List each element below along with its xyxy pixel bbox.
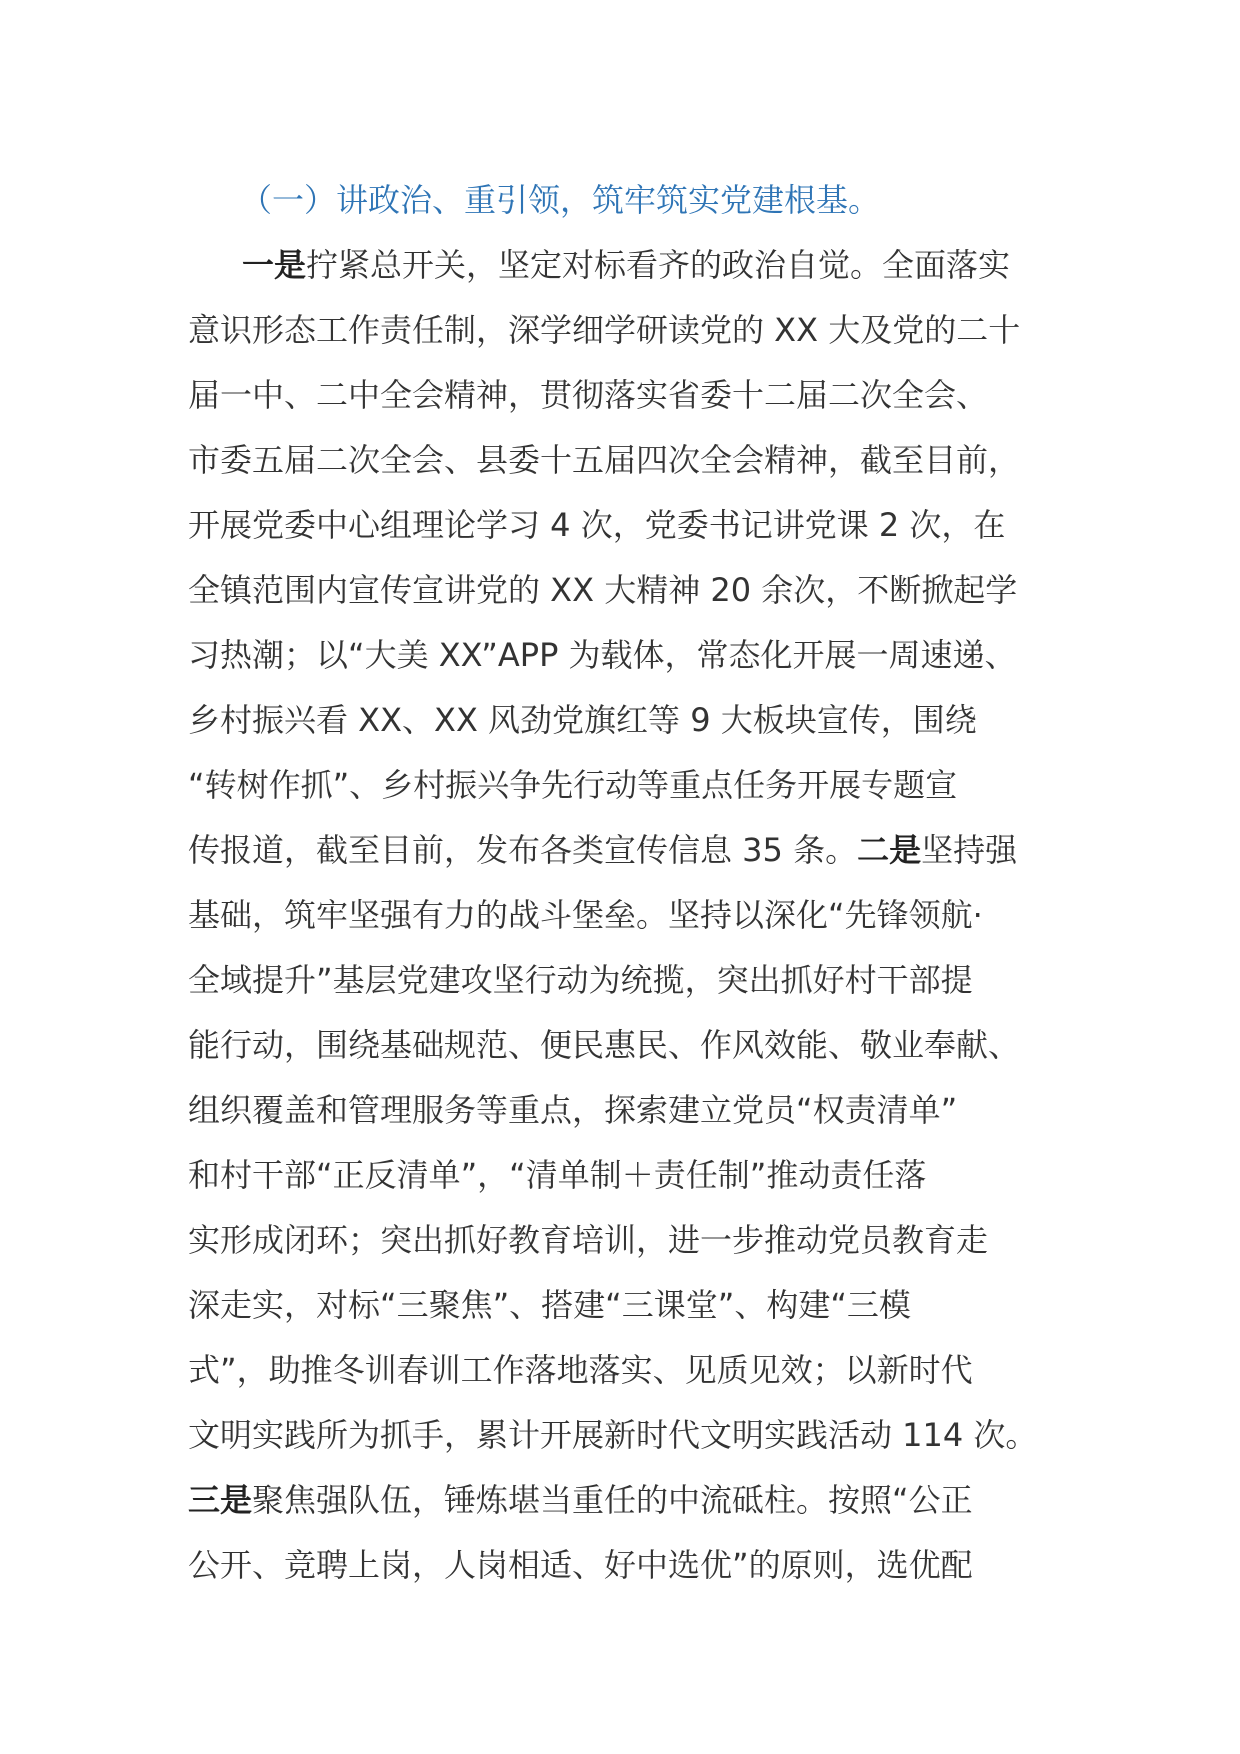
text-line: [188, 1078, 1058, 1143]
text-line: [188, 233, 1058, 298]
line-text: 组织覆盖和管理服务等重点，探索建立党员“权责清单”: [188, 1091, 958, 1129]
text-line: [188, 298, 1058, 363]
line-text: 和村干部“正反清单”，“清单制＋责任制”推动责任落: [188, 1156, 927, 1194]
text-line: [188, 1468, 1058, 1533]
text-line: [188, 1338, 1058, 1403]
line-text: 拧紧总开关，坚定对标看齐的政治自觉。全面落实: [306, 246, 1011, 284]
line-text: 全域提升”基层党建攻坚行动为统揽，突出抓好村干部提: [188, 961, 973, 999]
text-line: [188, 363, 1058, 428]
line-text: 市委五届二次全会、县委十五届四次全会精神，截至目前，: [188, 441, 1021, 479]
text-line: [188, 688, 1058, 753]
text-line: [188, 948, 1058, 1013]
line-text: 公开、竞聘上岗，人岗相适、好中选优”的原则，选优配: [188, 1546, 973, 1584]
paragraph: [188, 233, 1058, 1598]
line-text: 深走实，对标“三聚焦”、搭建“三课堂”、构建“三模: [188, 1286, 911, 1324]
line-text: 坚持强: [921, 831, 1018, 869]
line-text: 基础，筑牢坚强有力的战斗堡垒。坚持以深化“先锋领航·: [188, 896, 983, 934]
line-text: 传报道，截至目前，发布各类宣传信息 35 条。: [188, 831, 858, 869]
line-text: 乡村振兴看 XX、XX 风劲党旗红等 9 大板块宣传，围绕: [188, 701, 977, 739]
text-line: [188, 883, 1058, 948]
text-line: [188, 1533, 1058, 1598]
bold-marker: 一是: [242, 246, 307, 284]
line-text: 全镇范围内宣传宣讲党的 XX 大精神 20 余次，不断掀起学: [188, 571, 1018, 609]
text-line: [188, 818, 1058, 883]
text-line: [188, 1273, 1058, 1338]
line-text: 式”，助推冬训春训工作落地落实、见质见效；以新时代: [188, 1351, 973, 1389]
bold-marker: 三是: [188, 1481, 253, 1519]
line-text: 届一中、二中全会精神，贯彻落实省委十二届二次全会、: [188, 376, 989, 414]
text-line: [188, 753, 1058, 818]
line-text: 能行动，围绕基础规范、便民惠民、作风效能、敬业奉献、: [188, 1026, 1021, 1064]
line-text: 意识形态工作责任制，深学细学研读党的 XX 大及党的二十: [188, 311, 1021, 349]
text-line: [188, 1143, 1058, 1208]
text-line: [188, 1208, 1058, 1273]
bold-marker: 二是: [857, 831, 922, 869]
line-text: “转树作抓”、乡村振兴争先行动等重点任务开展专题宣: [188, 766, 958, 804]
text-line: [188, 1013, 1058, 1078]
line-text: 开展党委中心组理论学习 4 次，党委书记讲党课 2 次，在: [188, 506, 1006, 544]
line-text: 聚焦强队伍，锤炼堪当重任的中流砥柱。按照“公正: [252, 1481, 973, 1519]
line-text: 习热潮；以“大美 XX”APP 为载体，常态化开展一周速递、: [188, 636, 1017, 674]
text-line: [188, 493, 1058, 558]
text-line: [188, 1403, 1058, 1468]
section-heading: （一）讲政治、重引领，筑牢筑实党建根基。: [240, 181, 881, 219]
line-text: 实形成闭环；突出抓好教育培训，进一步推动党员教育走: [188, 1221, 989, 1259]
text-line: [188, 623, 1058, 688]
document-body: [188, 168, 1058, 1598]
text-line: [188, 558, 1058, 623]
text-line: [188, 428, 1058, 493]
line-text: 文明实践所为抓手，累计开展新时代文明实践活动 114 次。: [188, 1416, 1038, 1454]
